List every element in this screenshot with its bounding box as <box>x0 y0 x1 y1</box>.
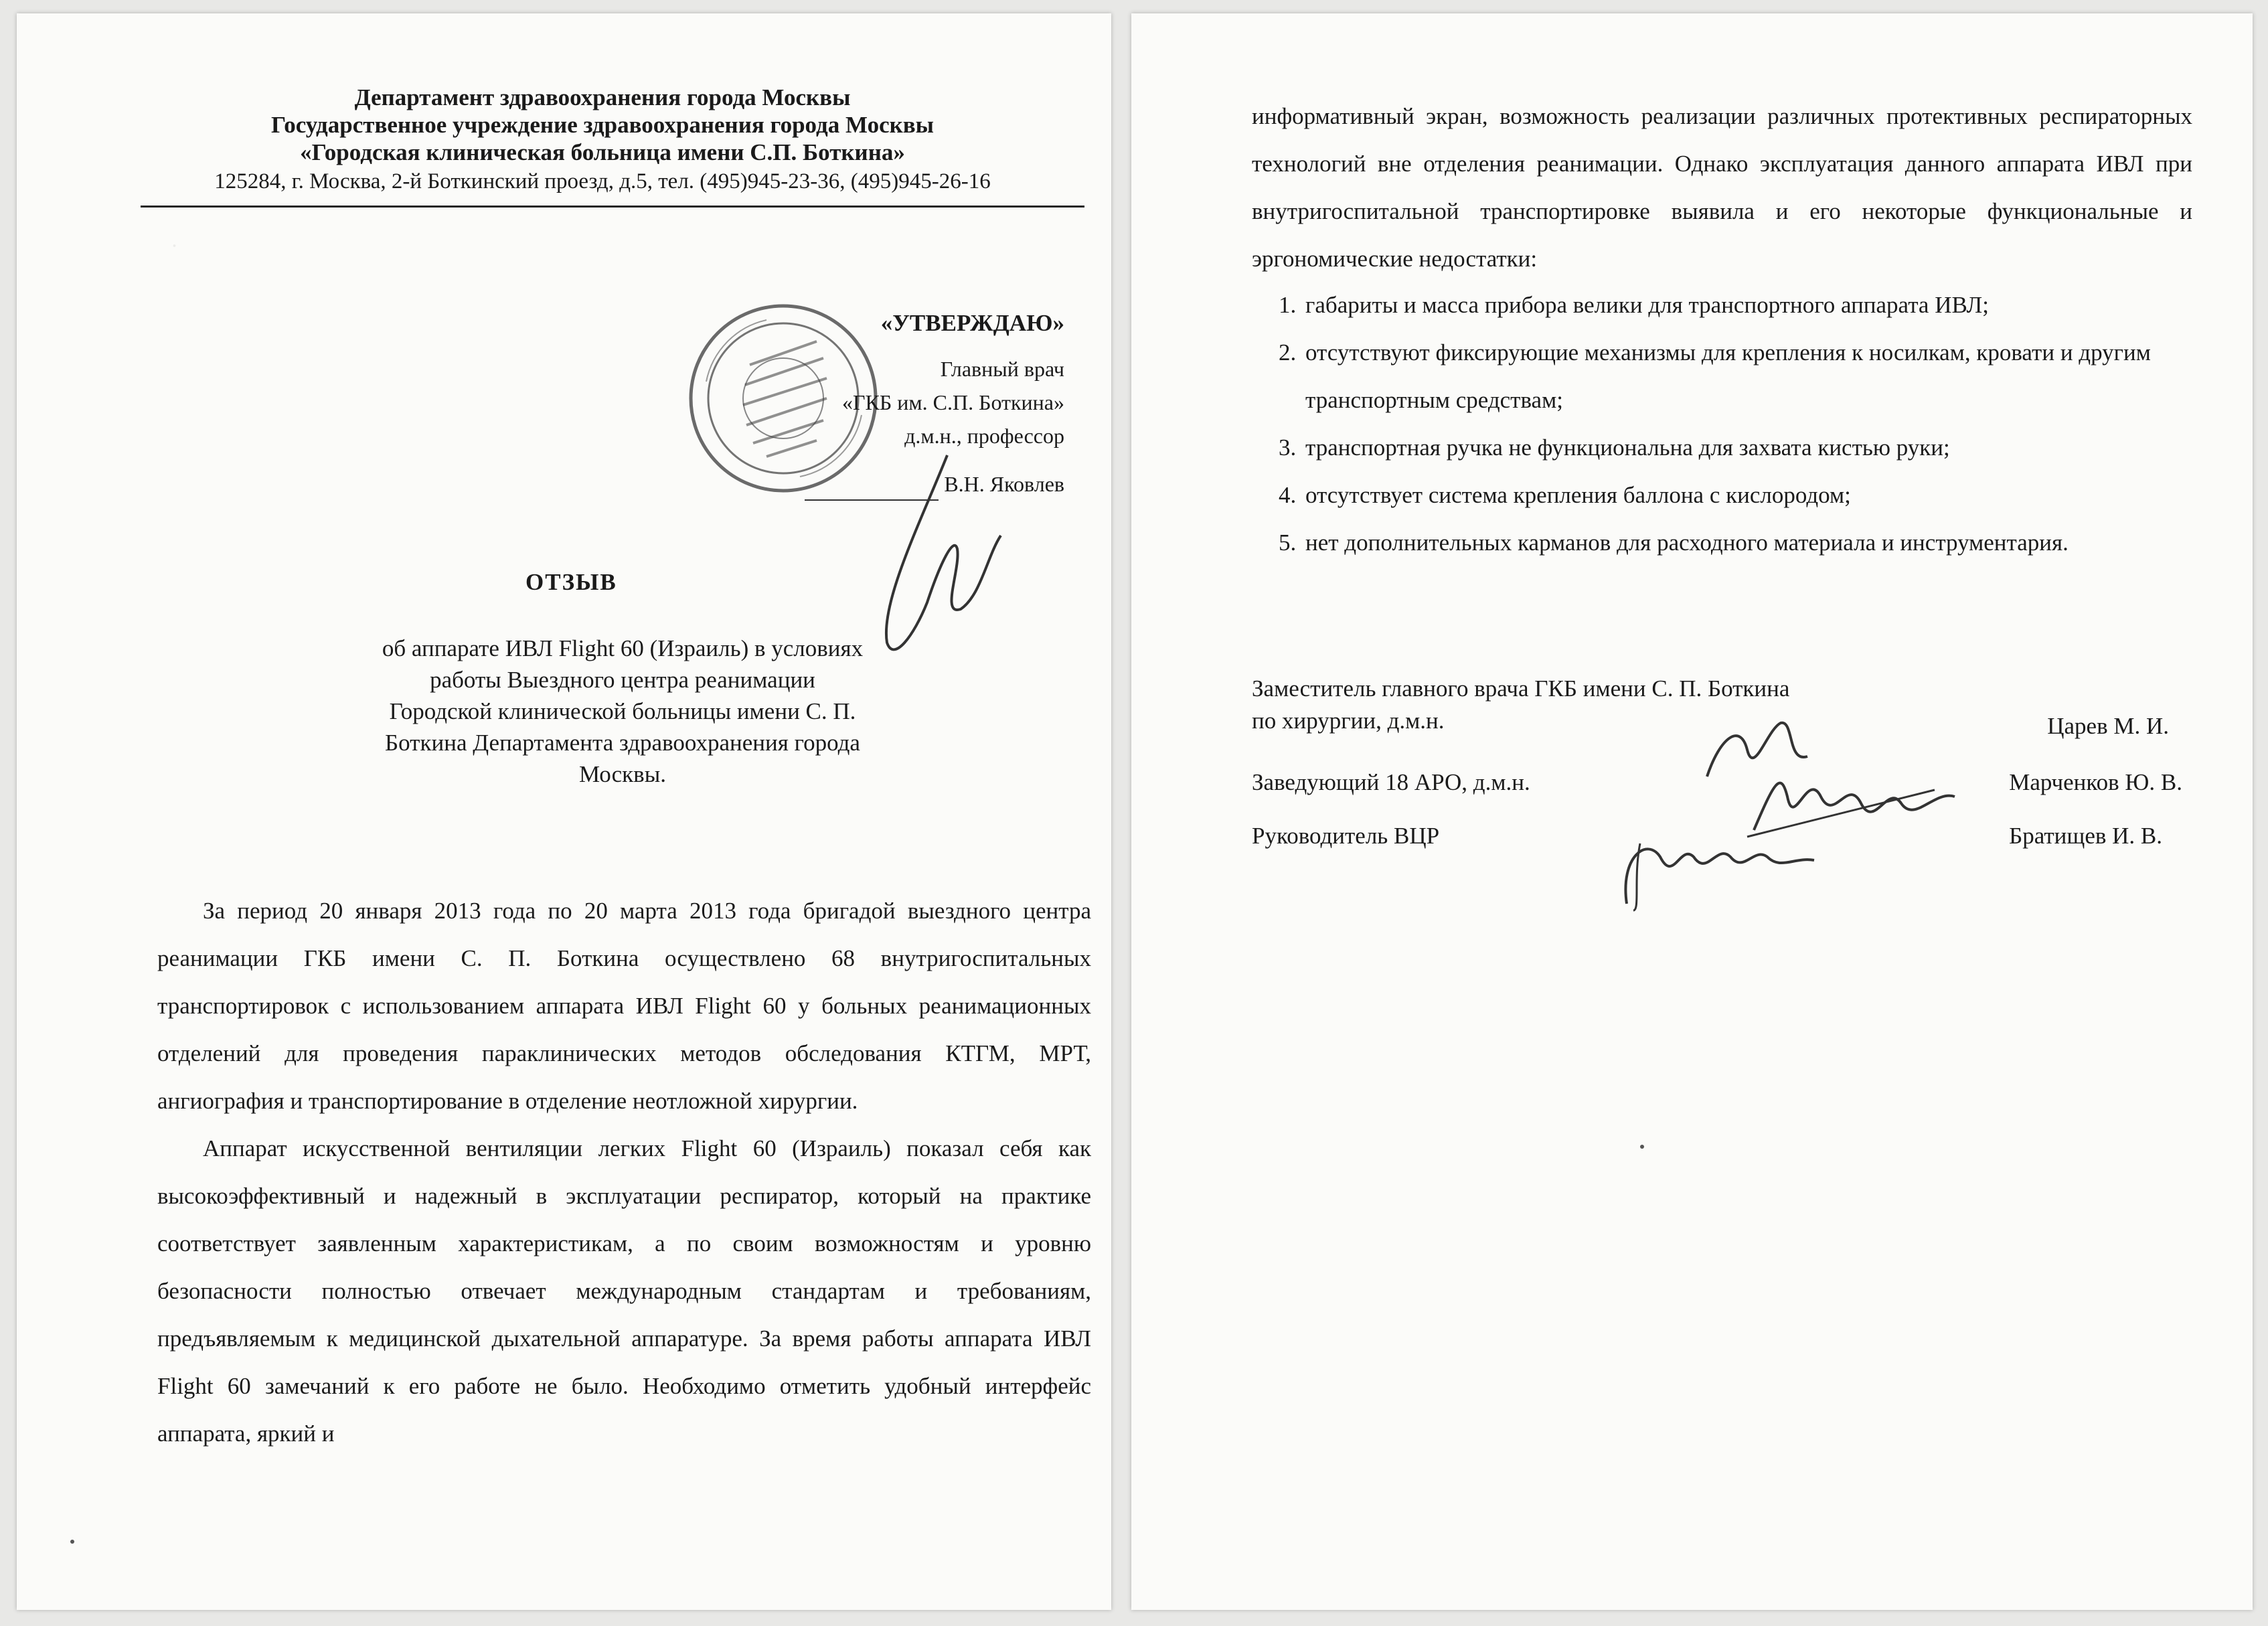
letterhead-divider <box>141 206 1084 208</box>
subject-line-5: Москвы. <box>579 761 666 787</box>
body-text-left <box>157 887 1091 1457</box>
vcr-head-signature-icon <box>1600 817 1821 917</box>
body-text-right <box>1252 92 2192 282</box>
signatory-title-line-2: по хирургии, д.м.н. <box>1252 708 1445 734</box>
list-item-text: габариты и масса прибора велики для транспортного аппарата ИВЛ; <box>1305 292 1989 318</box>
signatory-title: Заведующий 18 АРО, д.м.н. <box>1252 769 1530 795</box>
paragraph-2: Аппарат искусственной вентиляции легких Flight 60 (Израиль) показал себя как высокоэффективный и надежный в эксплуатации респиратор, который на практике соответствует заявленным характеристикам, а по своим возможностям и уровню безопасности полностью отвечает международным стандартам и требованиям, предъявляемым к медицинской дыхательной аппаратуре. За время работы аппарата ИВЛ Flight 60 замечаний к его работе не было. Необходимо отметить удобный интерфейс аппарата, яркий и <box>157 1135 1091 1447</box>
list-item-number: 4. <box>1279 482 1297 508</box>
subject-line-3: Городской клинической больницы имени С. П. <box>389 698 856 724</box>
approval-institution: «ГКБ им. С.П. Боткина» <box>842 390 1064 414</box>
letterhead-address: 125284, г. Москва, 2-й Боткинский проезд, д.5, тел. (495)945-23-36, (495)945-26-16 <box>214 169 991 193</box>
list-item-text: нет дополнительных карманов для расходного материала и инструментария. <box>1305 530 2069 556</box>
list-item-text: отсутствуют фиксирующие механизмы для крепления к носилкам, кровати и другим транспортным средствам; <box>1305 339 2151 413</box>
subject-line-1: об аппарате ИВЛ Flight 60 (Израиль) в условиях <box>382 635 864 661</box>
document-title: ОТЗЫВ <box>525 569 617 595</box>
signatory-name: Марченков Ю. В. <box>2009 769 2182 795</box>
list-item <box>1279 519 2189 566</box>
list-item <box>1279 281 2189 329</box>
letterhead-line-2: Государственное учреждение здравоохранения города Москвы <box>271 112 934 138</box>
approval-name: В.Н. Яковлев <box>944 472 1064 496</box>
letterhead-line-3: «Городская клиническая больница имени С.П. Боткина» <box>300 139 905 165</box>
signatory-name: Царев М. И. <box>2047 713 2169 739</box>
left-page <box>17 13 1111 1610</box>
deficiency-list <box>1279 281 2189 566</box>
list-item-text: отсутствует система крепления баллона с кислородом; <box>1305 482 1851 508</box>
list-item-number: 5. <box>1279 530 1297 556</box>
list-item-text: транспортная ручка не функциональна для захвата кистью руки; <box>1305 434 1950 461</box>
signatory-title: Руководитель ВЦР <box>1252 823 1440 849</box>
subject-line-4: Боткина Департамента здравоохранения города <box>385 730 860 756</box>
letterhead-line-1: Департамент здравоохранения города Москвы <box>354 84 851 110</box>
list-item <box>1279 329 2189 424</box>
signatory-title-line-1: Заместитель главного врача ГКБ имени С. П. Боткина <box>1252 675 1790 702</box>
director-signature-icon <box>840 442 1041 663</box>
bleed-through-text: · <box>171 234 178 258</box>
approval-position: Главный врач <box>940 357 1064 381</box>
document-subject <box>271 633 974 790</box>
subject-line-2: работы Выездного центра реанимации <box>430 667 815 693</box>
right-page <box>1131 13 2253 1610</box>
approval-title: «УТВЕРЖДАЮ» <box>880 310 1064 336</box>
list-item-number: 3. <box>1279 434 1297 461</box>
paragraph-3: информативный экран, возможность реализации различных протективных респираторных технологий вне отделения реанимации. Однако эксплуатация данного аппарата ИВЛ при внутригоспитальной транспортировке выявила и его некоторые функциональные и эргономические недостатки: <box>1252 103 2192 272</box>
list-item-number: 1. <box>1279 292 1297 318</box>
signatory-name: Братищев И. В. <box>2009 823 2162 849</box>
approval-degree: д.м.н., профессор <box>904 424 1064 448</box>
letterhead <box>151 84 1054 195</box>
scan-dot <box>70 1540 74 1544</box>
list-item <box>1279 424 2189 471</box>
list-item-number: 2. <box>1279 339 1297 365</box>
scan-dot <box>1640 1145 1644 1149</box>
list-item <box>1279 471 2189 519</box>
paragraph-1: За период 20 января 2013 года по 20 марта 2013 года бригадой выездного центра реанимации ГКБ имени С. П. Боткина осуществлено 68 внутригоспитальных транспортировок с использованием аппарата ИВЛ Flight 60 у больных реанимационных отделений для проведения параклинических методов обследования КТГМ, МРТ, ангиография и транспортирование в отделение неотложной хирургии. <box>157 898 1091 1114</box>
